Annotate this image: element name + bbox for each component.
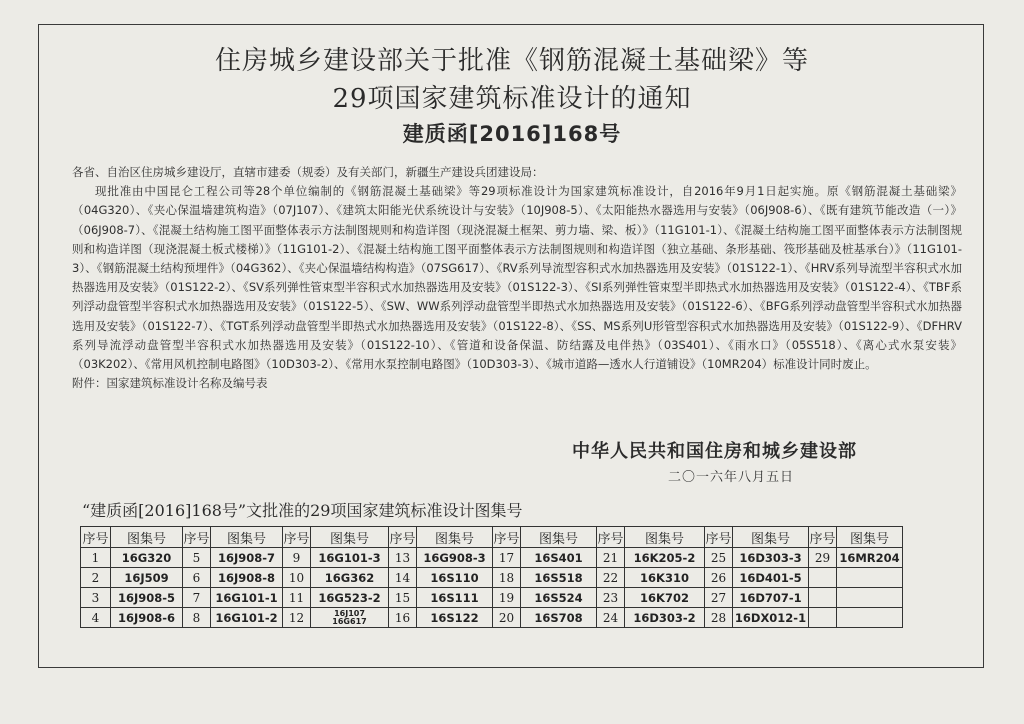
notice-body bbox=[72, 163, 962, 393]
seq-cell: 17 bbox=[493, 548, 521, 568]
notice-title-line1: 住房城乡建设部关于批准《钢筋混凝土基础梁》等 bbox=[214, 46, 809, 76]
atlas-code-cell: 16K205-2 bbox=[625, 548, 705, 568]
seq-cell: 13 bbox=[389, 548, 417, 568]
atlas-code-cell bbox=[837, 608, 903, 628]
seq-cell: 6 bbox=[183, 568, 211, 588]
header-seq: 序号 bbox=[493, 527, 521, 548]
header-atlas-no: 图集号 bbox=[837, 527, 903, 548]
seq-cell: 2 bbox=[81, 568, 111, 588]
atlas-code-cell: 16J908-8 bbox=[211, 568, 283, 588]
seq-cell: 8 bbox=[183, 608, 211, 628]
atlas-code-cell: 16DX012-1 bbox=[733, 608, 809, 628]
seq-cell: 14 bbox=[389, 568, 417, 588]
table-row bbox=[81, 548, 903, 568]
header-atlas-no: 图集号 bbox=[733, 527, 809, 548]
seq-cell: 23 bbox=[597, 588, 625, 608]
header-atlas-no: 图集号 bbox=[521, 527, 597, 548]
header-seq: 序号 bbox=[183, 527, 211, 548]
atlas-code-cell: 16S401 bbox=[521, 548, 597, 568]
atlas-code-cell: 16S122 bbox=[417, 608, 493, 628]
atlas-code-cell: 16G101-3 bbox=[311, 548, 389, 568]
seq-cell: 7 bbox=[183, 588, 211, 608]
atlas-code-cell: 16G908-3 bbox=[417, 548, 493, 568]
atlas-code-line1: 16J107 bbox=[334, 608, 365, 618]
atlas-code-cell: 16D303-3 bbox=[733, 548, 809, 568]
atlas-code-cell: 16K310 bbox=[625, 568, 705, 588]
atlas-code-cell: 16J908-5 bbox=[111, 588, 183, 608]
seq-cell: 25 bbox=[705, 548, 733, 568]
seq-cell: 5 bbox=[183, 548, 211, 568]
seq-cell bbox=[809, 588, 837, 608]
seq-cell: 29 bbox=[809, 548, 837, 568]
header-seq: 序号 bbox=[809, 527, 837, 548]
attachment-line: 附件：国家建筑标准设计名称及编号表 bbox=[72, 376, 268, 391]
table-header-row bbox=[81, 527, 903, 548]
atlas-code-cell: 16J908-6 bbox=[111, 608, 183, 628]
table-row bbox=[81, 568, 903, 588]
atlas-code-cell: 16D401-5 bbox=[733, 568, 809, 588]
header-seq: 序号 bbox=[81, 527, 111, 548]
atlas-code-cell: 16S111 bbox=[417, 588, 493, 608]
seq-cell: 10 bbox=[283, 568, 311, 588]
atlas-code-cell: 16S524 bbox=[521, 588, 597, 608]
atlas-code-cell: 16D707-1 bbox=[733, 588, 809, 608]
issuing-authority: 中华人民共和国住房和城乡建设部 bbox=[572, 441, 857, 462]
seq-cell: 18 bbox=[493, 568, 521, 588]
atlas-code-cell: 16S518 bbox=[521, 568, 597, 588]
atlas-code-cell: 16J908-7 bbox=[211, 548, 283, 568]
atlas-code-cell: 16MR204 bbox=[837, 548, 903, 568]
atlas-code-cell: 16J509 bbox=[111, 568, 183, 588]
seq-cell: 16 bbox=[389, 608, 417, 628]
atlas-code-line2: 16G617 bbox=[332, 616, 367, 626]
header-atlas-no: 图集号 bbox=[311, 527, 389, 548]
seq-cell bbox=[809, 608, 837, 628]
atlas-code-cell: 16G101-1 bbox=[211, 588, 283, 608]
atlas-code-cell: 16G101-2 bbox=[211, 608, 283, 628]
seq-cell: 15 bbox=[389, 588, 417, 608]
header-atlas-no: 图集号 bbox=[211, 527, 283, 548]
atlas-code-cell bbox=[837, 568, 903, 588]
seq-cell: 1 bbox=[81, 548, 111, 568]
atlas-code-cell: 16K702 bbox=[625, 588, 705, 608]
header-atlas-no: 图集号 bbox=[417, 527, 493, 548]
seq-cell: 24 bbox=[597, 608, 625, 628]
atlas-code-cell: 16S110 bbox=[417, 568, 493, 588]
atlas-number-table bbox=[80, 526, 903, 628]
notice-paragraph: 现批准由中国昆仑工程公司等28个单位编制的《钢筋混凝土基础梁》等29项标准设计为国家建筑标准设计，自2016年9月1日起实施。原《钢筋混凝土基础梁》（04G320）、《夹心保温墙建筑构造》（07J107）、《建筑太阳能光伏系统设计与安装》（10J908-5）、《太阳能热水器选用与安装》（06J908-6）、《既有建筑节能改造（一）》（06J908-7）、《混凝土结构施工图平面整体表示方法制图规则和构造详图（现浇混凝土框架、剪力墙、梁、板）》（11G101-1）、《混凝土结构施工图平面整体表示方法制图规则和构造详图（现浇混凝土板式楼梯）》（11G101-2）、《混凝土结构施工图平面整体表示方法制图规则和构造详图（独立基础、条形基础、筏形基础及桩基承台）》（11G101-3）、《钢筋混凝土结构预埋件》（04G362）、《夹心保温墙结构构造》（07SG617）、《RV系列导流型容积式水加热器选用及安装》（01S122-1）、《HRV系列导流型半容积式水加热器选用及安装》（01S122-2）、《SV系列弹性管束型半容积式水加热器选用及安装》（01S122-3）、《SI系列弹性管束型半即热式水加热器选用及安装》（01S122-4）、《TBF系列浮动盘管型半容积式水加热器选用及安装》（01S122-5）、《SW、WW系列浮动盘管型半即热式水加热器选用及安装》（01S122-6）、《BFG系列浮动盘管型半容积式水加热器选用及安装》（01S122-7）、《TGT系列浮动盘管型半即热式水加热器选用及安装》（01S122-8）、《SS、MS系列U形管型容积式水加热器选用及安装》（01S122-9）、《DFHRV系列导流浮动盘管型半容积式水加热器选用及安装》（01S122-10）、《管道和设备保温、防结露及电伴热》（03S401）、《雨水口》（05S518）、《离心式水泵安装》（03K202）、《常用风机控制电路图》（10D303-2）、《常用水泵控制电路图》（10D303-3）、《城市道路—透水人行道铺设》（10MR204）标准设计同时废止。 bbox=[72, 184, 962, 372]
seq-cell: 4 bbox=[81, 608, 111, 628]
issue-date: 二〇一六年八月五日 bbox=[668, 470, 795, 485]
seq-cell: 11 bbox=[283, 588, 311, 608]
seq-cell: 21 bbox=[597, 548, 625, 568]
atlas-code-cell: 16S708 bbox=[521, 608, 597, 628]
header-seq: 序号 bbox=[597, 527, 625, 548]
seq-cell: 22 bbox=[597, 568, 625, 588]
header-seq: 序号 bbox=[389, 527, 417, 548]
atlas-code-cell: 16G362 bbox=[311, 568, 389, 588]
atlas-code-cell: 16D303-2 bbox=[625, 608, 705, 628]
table-row bbox=[81, 608, 903, 628]
addressee: 各省、自治区住房城乡建设厅，直辖市建委（规委）及有关部门，新疆生产建设兵团建设局： bbox=[72, 165, 544, 179]
atlas-code-cell: 16G320 bbox=[111, 548, 183, 568]
atlas-code-cell bbox=[837, 588, 903, 608]
atlas-code-cell: 16G523-2 bbox=[311, 588, 389, 608]
notice-title-line2: 29项国家建筑标准设计的通知 bbox=[332, 84, 692, 114]
seq-cell: 28 bbox=[705, 608, 733, 628]
header-seq: 序号 bbox=[705, 527, 733, 548]
header-seq: 序号 bbox=[283, 527, 311, 548]
seq-cell: 27 bbox=[705, 588, 733, 608]
table-caption: “建质函[2016]168号”文批准的29项国家建筑标准设计图集号 bbox=[82, 501, 523, 520]
atlas-code-cell-double bbox=[311, 608, 389, 628]
seq-cell: 26 bbox=[705, 568, 733, 588]
seq-cell: 20 bbox=[493, 608, 521, 628]
header-atlas-no: 图集号 bbox=[111, 527, 183, 548]
seq-cell: 9 bbox=[283, 548, 311, 568]
seq-cell: 19 bbox=[493, 588, 521, 608]
header-atlas-no: 图集号 bbox=[625, 527, 705, 548]
seq-cell: 12 bbox=[283, 608, 311, 628]
table-row bbox=[81, 588, 903, 608]
seq-cell: 3 bbox=[81, 588, 111, 608]
seq-cell bbox=[809, 568, 837, 588]
document-number: 建质函[2016]168号 bbox=[402, 122, 622, 146]
